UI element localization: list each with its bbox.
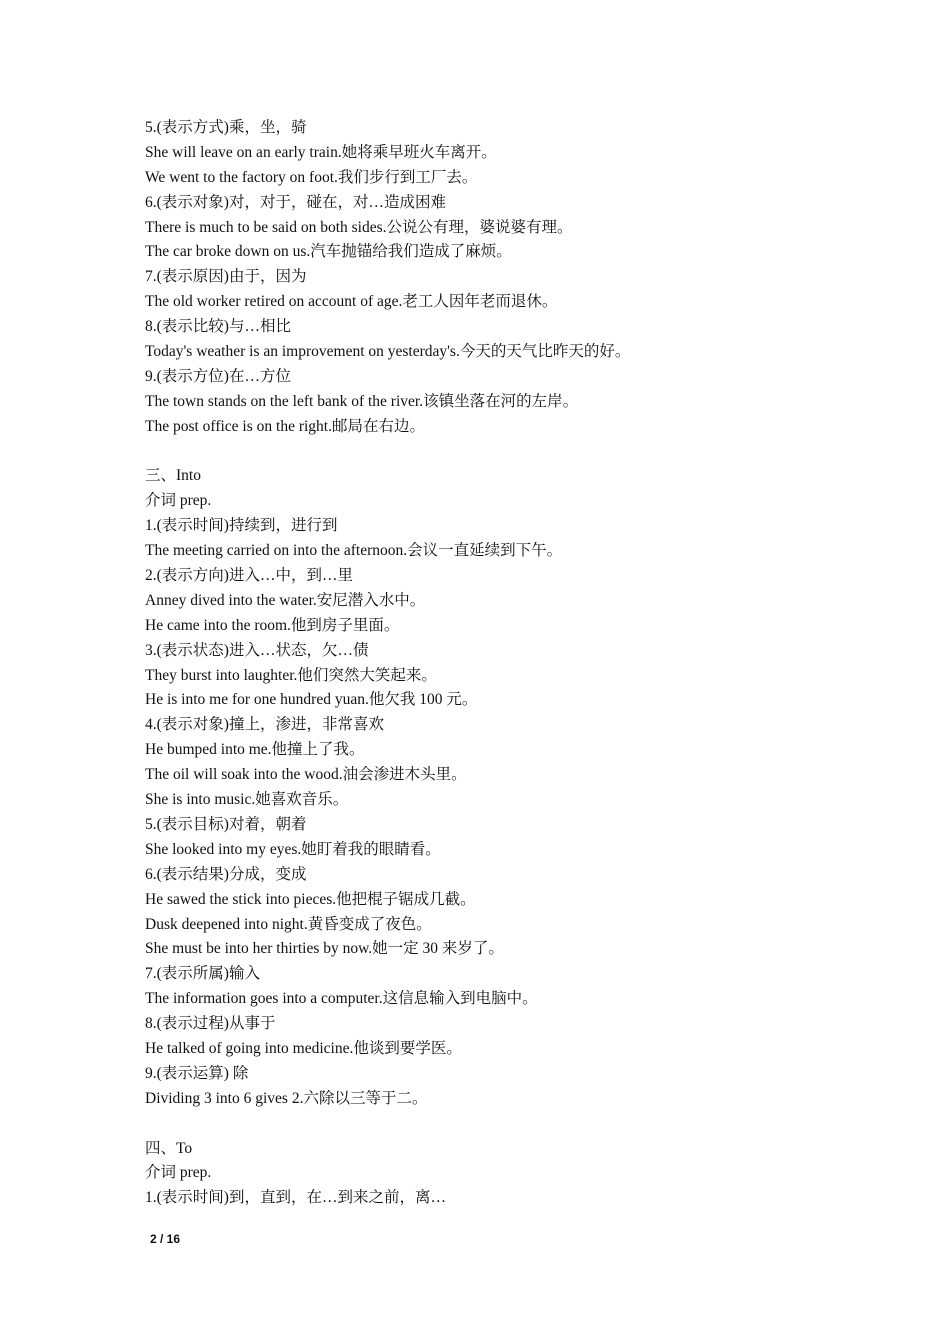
example-sentence: The town stands on the left bank of the river.该镇坐落在河的左岸。 <box>145 392 579 410</box>
sense-heading: 9.(表示方位)在…方位 <box>145 367 291 385</box>
blank-line <box>145 1112 865 1137</box>
page-number: 2 / 16 <box>150 1232 181 1246</box>
example-sentence: Dusk deepened into night.黄昏变成了夜色。 <box>145 915 432 933</box>
section-heading: 三、Into <box>145 467 201 485</box>
example-sentence: The information goes into a computer.这信息输入到电脑中。 <box>145 990 538 1008</box>
example-sentence: Dividing 3 into 6 gives 2.六除以三等于二。 <box>145 1089 428 1107</box>
sense-heading: 4.(表示对象)撞上，渗进，非常喜欢 <box>145 716 384 734</box>
sense-heading: 7.(表示所属)输入 <box>145 965 260 983</box>
example-sentence: He bumped into me.他撞上了我。 <box>145 741 365 759</box>
sense-heading: 5.(表示目标)对着，朝着 <box>145 815 307 833</box>
sense-heading: 1.(表示时间)持续到，进行到 <box>145 517 338 535</box>
sense-heading: 1.(表示时间)到，直到，在…到来之前，离… <box>145 1189 446 1207</box>
sense-heading: 9.(表示运算) 除 <box>145 1064 249 1082</box>
example-sentence: The car broke down on us.汽车抛锚给我们造成了麻烦。 <box>145 243 512 261</box>
sense-heading: 2.(表示方向)进入…中，到…里 <box>145 567 353 585</box>
example-sentence: She must be into her thirties by now.她一定 30 来岁了。 <box>145 940 504 958</box>
section-heading: 四、To <box>145 1139 193 1157</box>
sense-heading: 6.(表示结果)分成，变成 <box>145 865 307 883</box>
blank-line <box>145 440 865 465</box>
part-of-speech-label: 介词 prep. <box>145 492 212 510</box>
example-sentence: She will leave on an early train.她将乘早班火车离开。 <box>145 143 497 161</box>
example-sentence: The old worker retired on account of age.老工人因年老而退休。 <box>145 293 558 311</box>
example-sentence: The meeting carried on into the afternoon.会议一直延续到下午。 <box>145 542 563 560</box>
example-sentence: They burst into laughter.他们突然大笑起来。 <box>145 666 437 684</box>
example-sentence: She looked into my eyes.她盯着我的眼睛看。 <box>145 840 441 858</box>
sense-heading: 3.(表示状态)进入…状态，欠…债 <box>145 641 369 659</box>
document-body <box>145 116 865 1211</box>
example-sentence: We went to the factory on foot.我们步行到工厂去。 <box>145 168 478 186</box>
example-sentence: Today's weather is an improvement on yesterday's.今天的天气比昨天的好。 <box>145 343 631 361</box>
sense-heading: 8.(表示比较)与…相比 <box>145 318 291 336</box>
example-sentence: The post office is on the right.邮局在右边。 <box>145 417 425 435</box>
example-sentence: He came into the room.他到房子里面。 <box>145 616 400 634</box>
sense-heading: 8.(表示过程)从事于 <box>145 1015 276 1033</box>
sense-heading: 5.(表示方式)乘，坐，骑 <box>145 119 307 136</box>
example-sentence: The oil will soak into the wood.油会渗进木头里。 <box>145 766 467 784</box>
sense-heading: 6.(表示对象)对，对于，碰在，对…造成困难 <box>145 193 446 211</box>
part-of-speech-label: 介词 prep. <box>145 1164 212 1182</box>
example-sentence: There is much to be said on both sides.公说公有理，婆说婆有理。 <box>145 218 573 236</box>
example-sentence: He talked of going into medicine.他谈到要学医。 <box>145 1039 462 1057</box>
example-sentence: He is into me for one hundred yuan.他欠我 100 元。 <box>145 691 478 709</box>
example-sentence: He sawed the stick into pieces.他把棍子锯成几截。 <box>145 890 476 908</box>
sense-heading: 7.(表示原因)由于，因为 <box>145 268 307 286</box>
example-sentence: Anney dived into the water.安尼潜入水中。 <box>145 591 426 609</box>
example-sentence: She is into music.她喜欢音乐。 <box>145 791 349 809</box>
